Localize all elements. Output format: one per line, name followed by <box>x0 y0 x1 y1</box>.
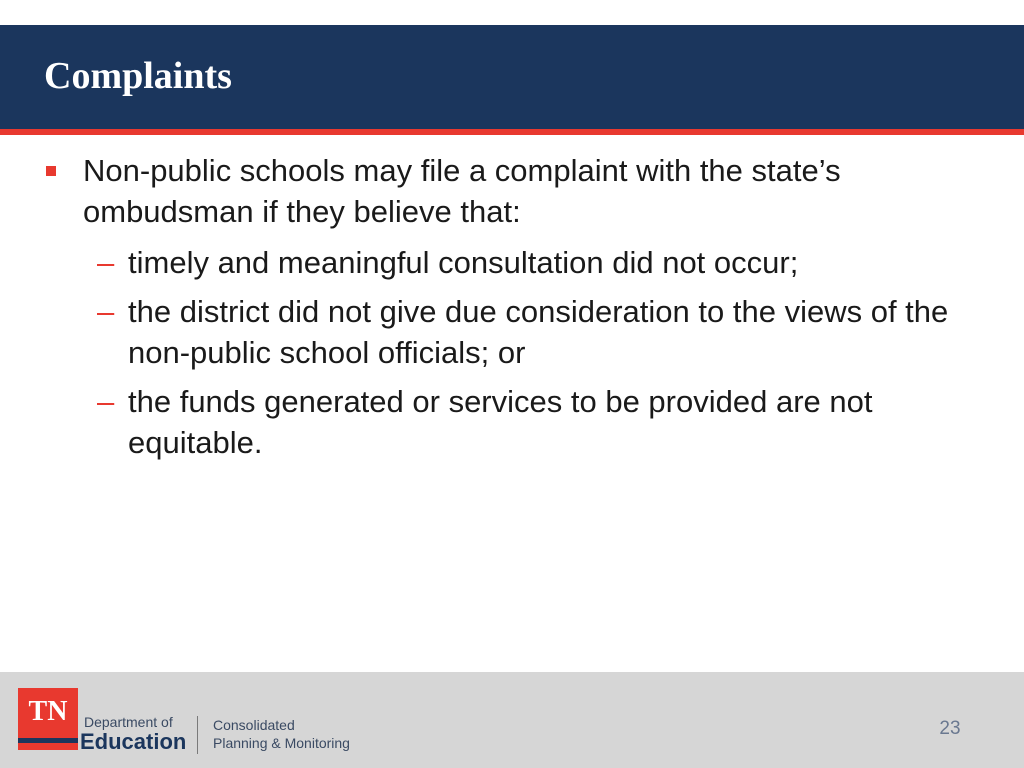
slide-title: Complaints <box>44 55 232 97</box>
tn-logo-underline <box>18 738 78 743</box>
education-label: Education <box>80 729 187 754</box>
tn-logo-icon <box>18 688 78 750</box>
sub-bullet-text: timely and meaningful consultation did not occur; <box>128 245 799 280</box>
slide-content <box>0 150 1024 650</box>
department-label: Department of <box>84 714 173 730</box>
tn-logo-text: TN <box>28 696 68 727</box>
sub-bullet-text: the funds generated or services to be provided are not equitable. <box>128 384 873 460</box>
dash-bullet-icon: – <box>97 384 115 419</box>
sub-bullet-item <box>0 381 968 463</box>
office-label-line2: Planning & Monitoring <box>213 735 350 751</box>
sub-bullet-text: the district did not give due consideration to the views of the non-public school officials; or <box>128 294 949 370</box>
sub-bullet-list <box>0 242 1024 471</box>
dash-bullet-icon: – <box>97 294 115 329</box>
office-label-line1: Consolidated <box>213 717 295 733</box>
sub-bullet-item <box>0 291 968 373</box>
footer-bar <box>0 672 1024 768</box>
sub-bullet-item <box>0 242 968 283</box>
dash-bullet-icon: – <box>97 245 115 280</box>
footer-divider <box>197 716 198 754</box>
bullet-text: Non-public schools may file a complaint with the state’s ombudsman if they believe that: <box>83 153 841 229</box>
header-accent-rule <box>0 129 1024 135</box>
header-bar <box>0 25 1024 129</box>
page-number: 23 <box>939 718 961 739</box>
square-bullet-icon <box>46 166 56 176</box>
